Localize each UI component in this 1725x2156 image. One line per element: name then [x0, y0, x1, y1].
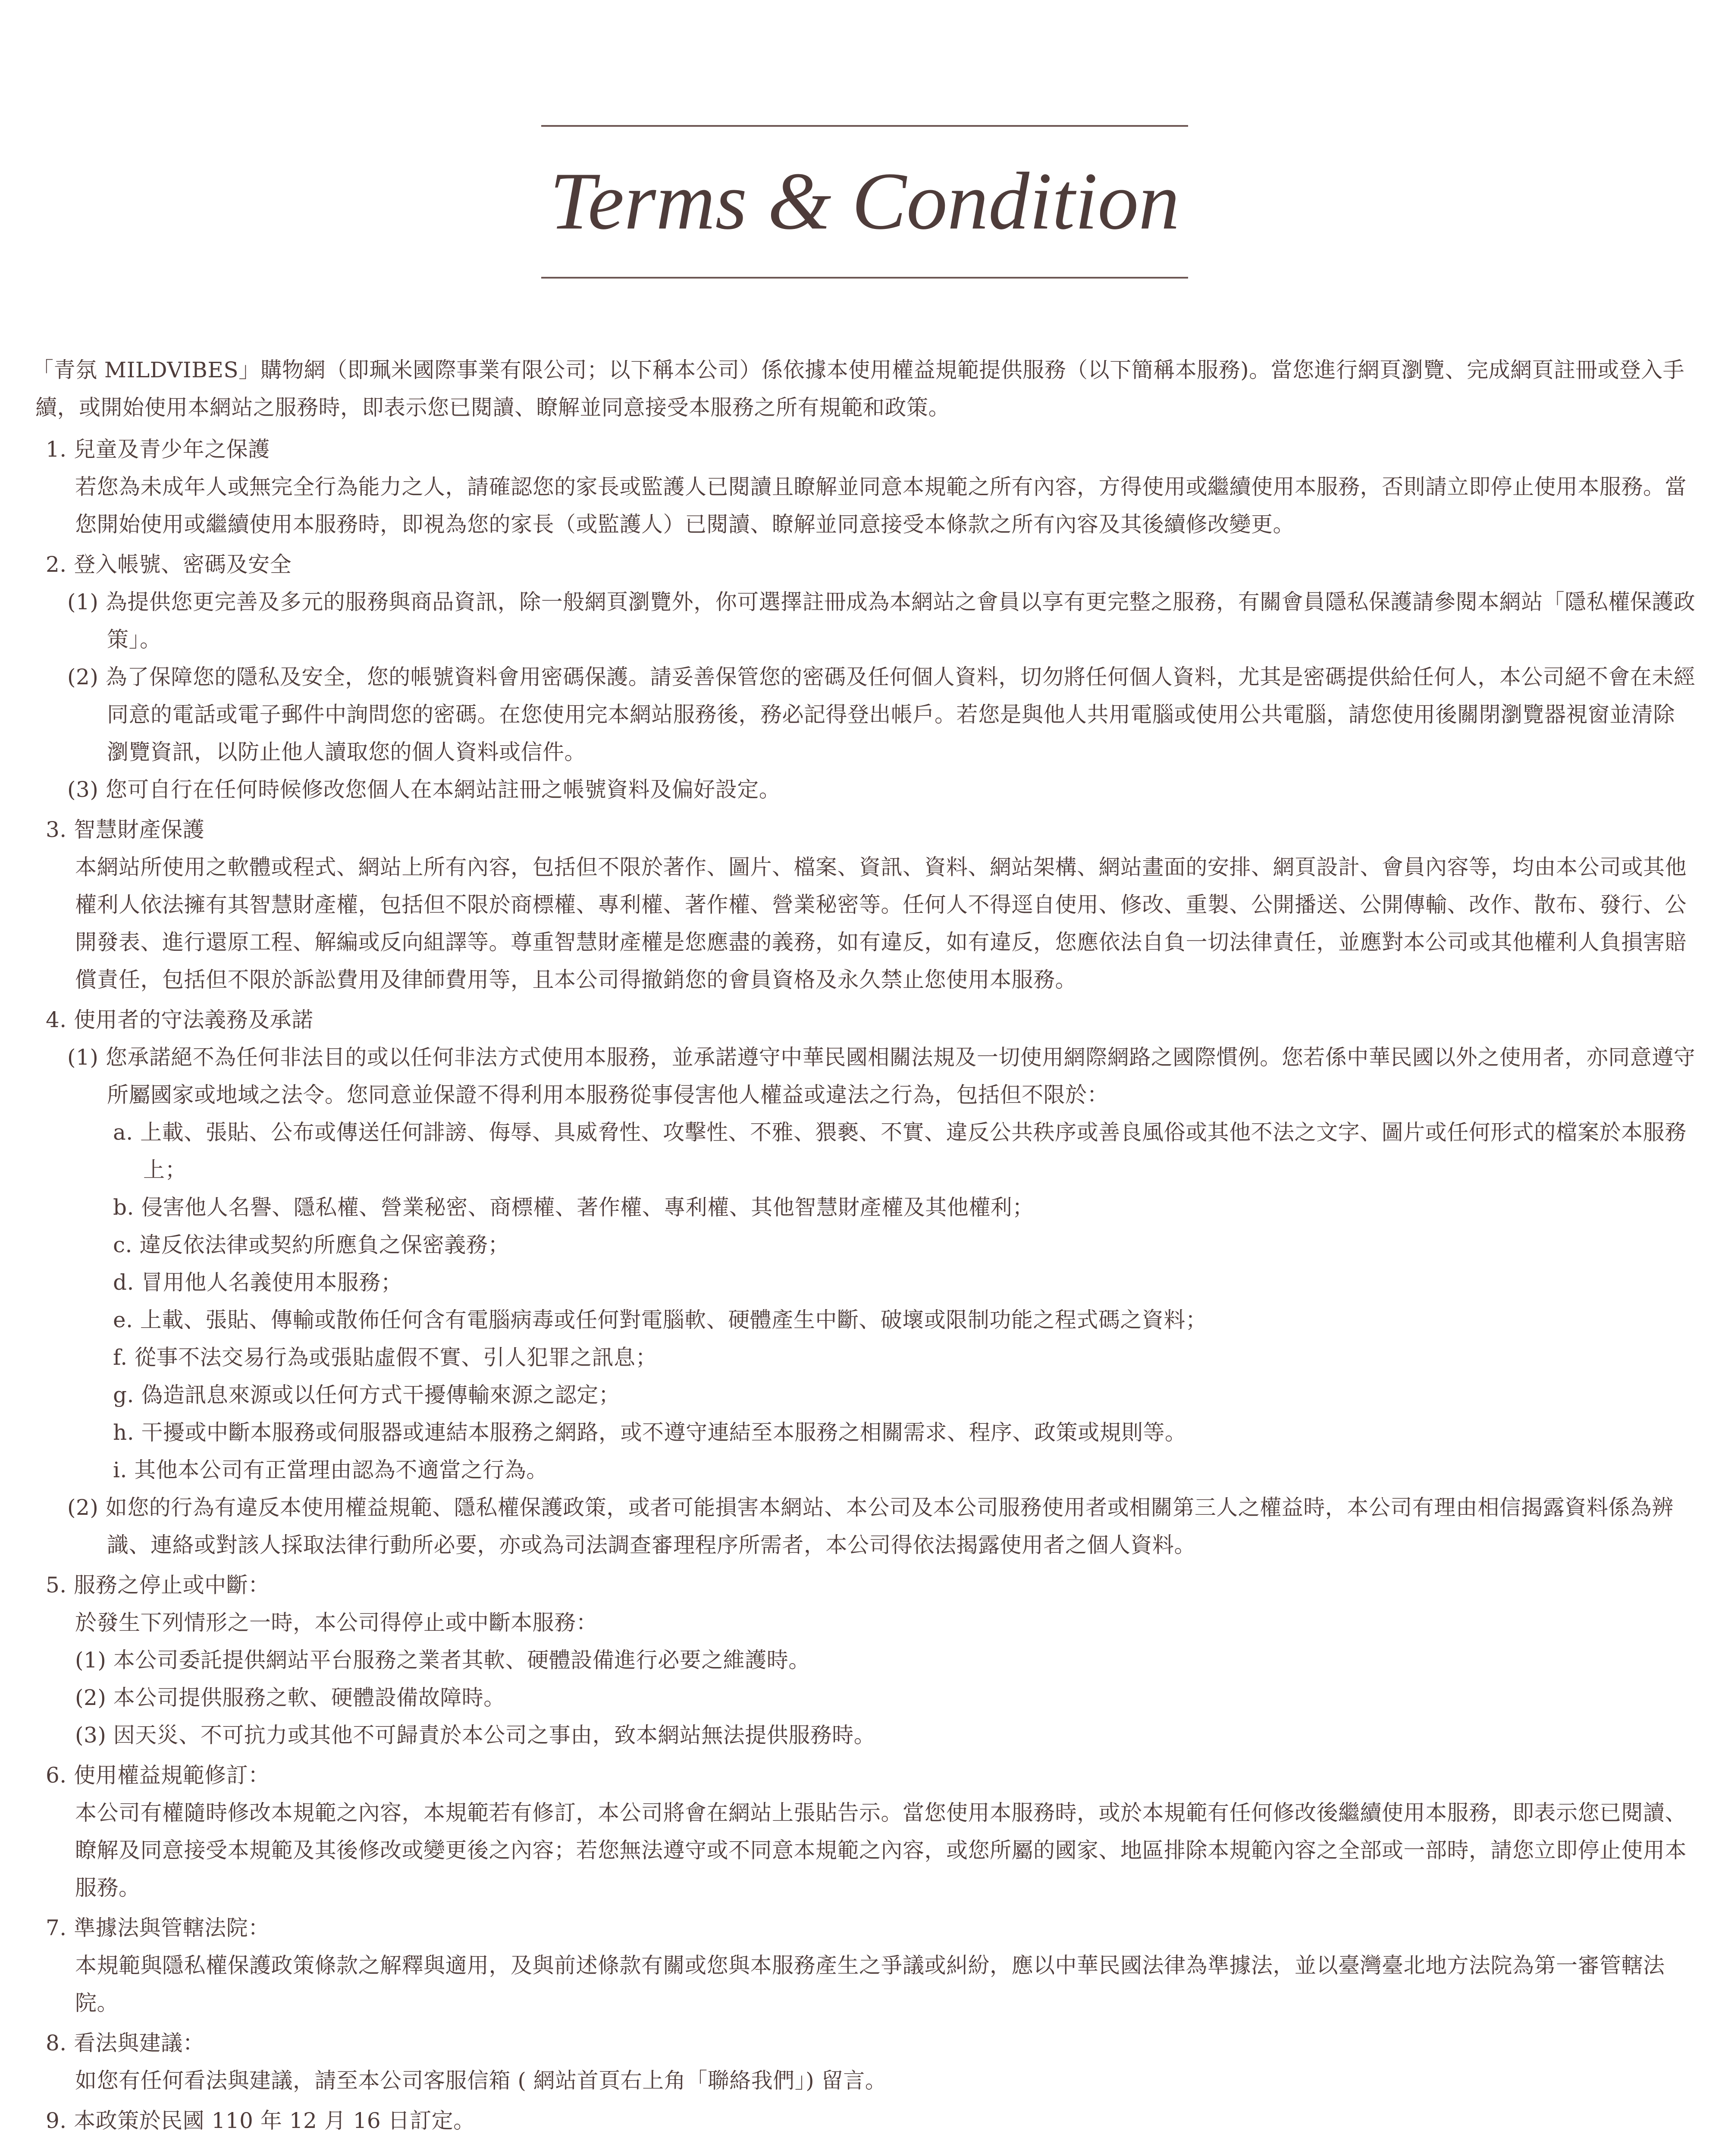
- section-heading: 2. 登入帳號、密碼及安全: [46, 552, 292, 577]
- section-user-obligations: [35, 1001, 1696, 1564]
- section-body: 本公司有權隨時修改本規範之內容，本規範若有修訂，本公司將會在網站上張貼告示。當您使用本服務時，或於本規範有任何修改後繼續使用本服務，即表示您已閱讀、瞭解及同意接受本規範及其後修改或變更後之內容；若您無法遵守或不同意本規範之內容，或您所屬的國家、地區排除本規範內容之全部或一部時，請您立即停止使用本服務。: [75, 1800, 1687, 1900]
- section-children-protection: [35, 431, 1696, 543]
- list-item: (1) 您承諾絕不為任何非法目的或以任何非法方式使用本服務，並承諾遵守中華民國相關法規及一切使用網際網路之國際慣例。您若係中華民國以外之使用者，亦同意遵守所屬國家或地域之法令。您同意並保證不得利用本服務從事侵害他人權益或違法之行為，包括但不限於：: [67, 1045, 1696, 1107]
- section-heading: 9. 本政策於民國 110 年 12 月 16 日訂定。: [46, 2108, 475, 2133]
- page-title: Terms & Condition: [549, 156, 1180, 247]
- section-intellectual-property: [35, 811, 1696, 999]
- intro-paragraph: 「青氛 MILDVIBES」購物網（即珮米國際事業有限公司；以下稱本公司）係依據本使用權益規範提供服務（以下簡稱本服務)。當您進行網頁瀏覽、完成網頁註冊或登入手續，或開始使用本網站之服務時，即表示您已閱讀、瞭解並同意接受本服務之所有規範和政策。: [32, 357, 1685, 420]
- title-block: [541, 125, 1188, 279]
- sub-list-item: f. 從事不法交易行為或張貼虛假不實、引人犯罪之訊息；: [113, 1345, 658, 1370]
- section-heading: 7. 準據法與管轄法院：: [46, 1915, 270, 1940]
- terms-content: [32, 351, 1696, 2140]
- section-heading: 8. 看法與建議：: [46, 2031, 205, 2056]
- list-item: (2) 如您的行為有違反本使用權益規範、隱私權保護政策，或者可能損害本網站、本公司及本公司服務使用者或相關第三人之權益時，本公司有理由相信揭露資料係為辨識、連絡或對該人採取法律行動所必要，亦或為司法調查審理程序所需者，本公司得依法揭露使用者之個人資料。: [67, 1495, 1674, 1557]
- list-item: (3) 因天災、不可抗力或其他不可歸責於本公司之事由，致本網站無法提供服務時。: [75, 1723, 876, 1748]
- section-feedback: [35, 2024, 1696, 2100]
- section-service-interruption: [35, 1567, 1696, 1754]
- list-item: (3) 您可自行在任何時候修改您個人在本網站註冊之帳號資料及偏好設定。: [67, 777, 781, 802]
- sub-list-item: a. 上載、張貼、公布或傳送任何誹謗、侮辱、具威脅性、攻擊性、不雅、猥褻、不實、違反公共秩序或善良風俗或其他不法之文字、圖片或任何形式的檔案於本服務上；: [113, 1120, 1687, 1182]
- section-body: 若您為未成年人或無完全行為能力之人，請確認您的家長或監護人已閱讀且瞭解並同意本規範之所有內容，方得使用或繼續使用本服務，否則請立即停止使用本服務。當您開始使用或繼續使用本服務時，即視為您的家長（或監護人）已閱讀、瞭解並同意接受本條款之所有內容及其後續修改變更。: [75, 474, 1687, 537]
- list-item: (2) 本公司提供服務之軟、硬體設備故障時。: [75, 1685, 505, 1710]
- sub-list-item: i. 其他本公司有正當理由認為不適當之行為。: [113, 1457, 548, 1482]
- top-divider: [541, 125, 1188, 127]
- sub-list-item: e. 上載、張貼、傳輸或散佈任何含有電腦病毒或任何對電腦軟、硬體產生中斷、破壞或限制功能之程式碼之資料；: [113, 1307, 1208, 1332]
- section-heading: 5. 服務之停止或中斷：: [46, 1573, 270, 1598]
- list-item: (1) 為提供您更完善及多元的服務與商品資訊，除一般網頁瀏覽外，你可選擇註冊成為本網站之會員以享有更完整之服務，有關會員隱私保護請參閱本網站「隱私權保護政策」。: [67, 589, 1696, 652]
- list-item: (1) 本公司委託提供網站平台服務之業者其軟、硬體設備進行必要之維護時。: [75, 1648, 810, 1673]
- list-item: (2) 為了保障您的隱私及安全，您的帳號資料會用密碼保護。請妥善保管您的密碼及任何個人資料，切勿將任何個人資料，尤其是密碼提供給任何人，本公司絕不會在未經同意的電話或電子郵件中詢問您的密碼。在您使用完本網站服務後，務必記得登出帳戶。若您是與他人共用電腦或使用公共電腦，請您使用後關閉瀏覽器視窗並清除瀏覽資訊，以防止他人讀取您的個人資料或信件。: [67, 664, 1696, 765]
- sub-list-item: g. 偽造訊息來源或以任何方式干擾傳輸來源之認定；: [113, 1382, 621, 1407]
- section-heading: 4. 使用者的守法義務及承諾: [46, 1007, 314, 1032]
- sub-list-item: h. 干擾或中斷本服務或伺服器或連結本服務之網路，或不遵守連結至本服務之相關需求、程序、政策或規則等。: [113, 1420, 1187, 1445]
- section-account-security: [35, 546, 1696, 808]
- section-body: 本網站所使用之軟體或程式、網站上所有內容，包括但不限於著作、圖片、檔案、資訊、資料、網站架構、網站畫面的安排、網頁設計、會員內容等，均由本公司或其他權利人依法擁有其智慧財產權，包括但不限於商標權、專利權、著作權、營業秘密等。任何人不得逕自使用、修改、重製、公開播送、公開傳輸、改作、散布、發行、公開發表、進行還原工程、解編或反向組譯等。尊重智慧財產權是您應盡的義務，如有違反，如有違反，您應依法自負一切法律責任，並應對本公司或其他權利人負損害賠償責任，包括但不限於訴訟費用及律師費用等，且本公司得撤銷您的會員資格及永久禁止您使用本服務。: [75, 855, 1687, 992]
- section-terms-revision: [35, 1757, 1696, 1907]
- section-body: 如您有任何看法與建議，請至本公司客服信箱 ( 網站首頁右上角「聯絡我們」) 留言。: [75, 2068, 887, 2093]
- bottom-divider: [541, 277, 1188, 279]
- section-heading: 6. 使用權益規範修訂：: [46, 1763, 270, 1788]
- section-governing-law: [35, 1909, 1696, 2022]
- section-heading: 1. 兒童及青少年之保護: [46, 437, 270, 462]
- sub-list-item: d. 冒用他人名義使用本服務；: [113, 1270, 403, 1295]
- sub-list-item: b. 侵害他人名譽、隱私權、營業秘密、商標權、著作權、專利權、其他智慧財產權及其他權利；: [113, 1195, 1034, 1220]
- section-body: 本規範與隱私權保護政策條款之解釋與適用，及與前述條款有關或您與本服務產生之爭議或糾紛，應以中華民國法律為準據法，並以臺灣臺北地方法院為第一審管轄法院。: [75, 1953, 1665, 2015]
- section-effective-date: [35, 2102, 1696, 2140]
- sub-list-item: c. 違反依法律或契約所應負之保密義務；: [113, 1232, 510, 1257]
- section-lead: 於發生下列情形之一時，本公司得停止或中斷本服務：: [75, 1610, 598, 1635]
- section-heading: 3. 智慧財產保護: [46, 817, 205, 842]
